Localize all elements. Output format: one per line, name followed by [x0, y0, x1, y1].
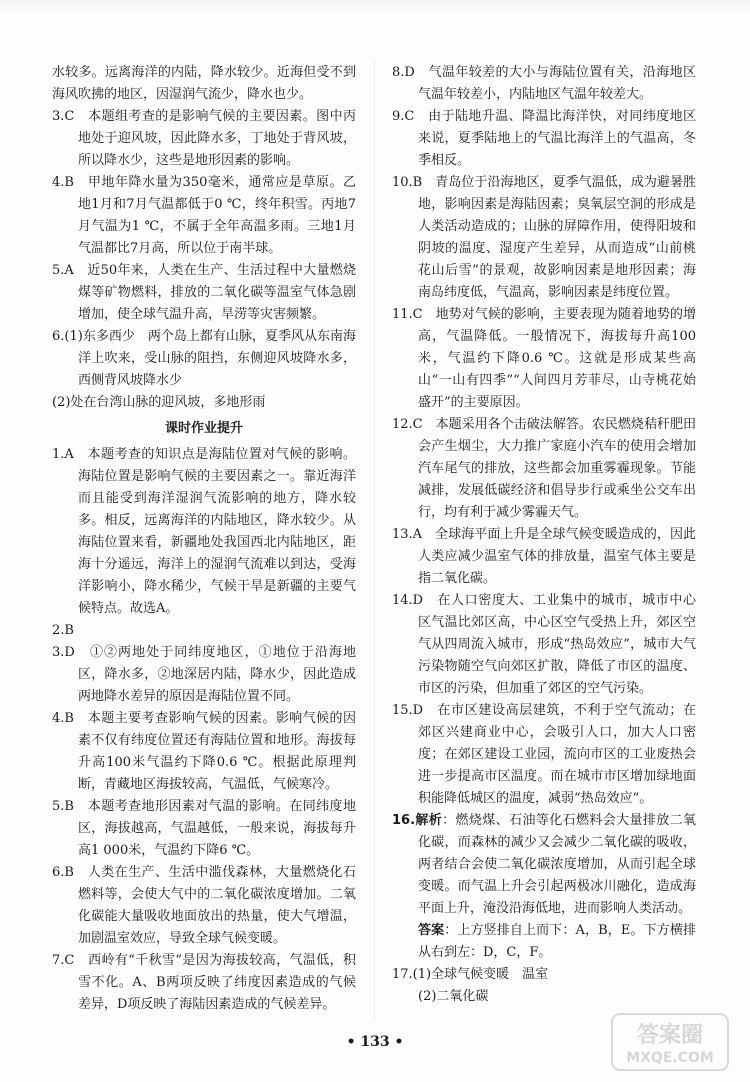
practice-answer-17-part-1: 17.(1)全球气候变暖 温室 — [392, 967, 549, 982]
answer-6-part-2: (2)处在台湾山脉的迎风坡，多地形雨 — [52, 395, 266, 410]
practice-answer-13: 13.A 全球海平面上升是全球气候变暖造成的，因此人类应减少温室气体的排放量，温室气体主要是指二氧化碳。 — [392, 527, 696, 586]
practice-answer-16-analysis — [392, 810, 696, 920]
practice-answer-6: 6.B 人类在生产、生活中滥伐森林，大量燃烧化石燃料等，会使大气中的二氧化碳浓度增加。二氧化碳能大量吸收地面放出的热量，使大气增温，加剧温室效应，导致全球气候变暖。 — [52, 865, 356, 946]
left-column — [52, 62, 356, 1016]
practice-answer-8: 8.D 气温年较差的大小与海陆位置有关，沿海地区气温年较差小，内陆地区气温年较差大。 — [392, 65, 696, 102]
answer-3: 3.C 本题组考查的是影响气候的主要因素。图中丙地处于迎风坡，因此降水多，丁地处于背风坡，所以降水少，这些是地形因素的影响。 — [52, 109, 356, 168]
practice-answer-15: 15.D 在市区建设高层建筑，不利于空气流动；在郊区兴建商业中心，会吸引人口，加大人口密度；在郊区建设工业园，流向市区的工业废热会进一步提高市区温度。而在城市市区增加绿地面积能降低城区的温度，减弱“热岛效应”。 — [392, 703, 696, 806]
practice-answer-1: 1.A 本题考查的知识点是海陆位置对气候的影响。海陆位置是影响气候的主要因素之一。靠近海洋而且能受到海洋湿润气流影响的地方，降水较多。相反，远离海洋的内陆地区，降水较少。从海陆位置来看，新疆地处我国西北内陆地区，距海十分遥远，海洋上的湿润气流难以到达，受海洋影响小，降水稀少，气候干旱是新疆的主要气候特点。故选A。 — [52, 447, 356, 616]
practice-answer-11: 11.C 地势对气候的影响，主要表现为随着地势的增高，气温降低。一般情况下，海拔每升高100米，气温约下降0.6 ℃。这就是形成某些高山“一山有四季”“人间四月芳菲尽，山寺桃花始盛开”的主要原因。 — [392, 307, 696, 410]
section-title: 课时作业提升 — [164, 421, 243, 436]
watermark-text-cn: 答案圈 — [636, 1023, 704, 1048]
page-number: • 133 • — [346, 1034, 404, 1050]
practice-answer-17-part-2: (2)二氧化碳 — [418, 989, 489, 1004]
practice-answer-12: 12.C 本题采用各个击破法解答。农民燃烧秸秆肥田会产生烟尘，大力推广家庭小汽车的使用会增加汽车尾气的排放，这些都会加重雾霾现象。节能减排，发展低碳经济和倡导步行或乘坐公交车出行，均有利于减少雾霾天气。 — [392, 417, 696, 520]
practice-answer-9: 9.C 由于陆地升温、降温比海洋快，对同纬度地区来说，夏季陆地上的气温比海洋上的气温高，冬季相反。 — [392, 109, 696, 168]
analysis-label: 16.解析 — [392, 813, 443, 828]
practice-answer-5: 5.B 本题考查地形因素对气温的影响。在同纬度地区，海拔越高，气温越低，一般来说，海拔每升高1 000米，气温约下降6 ℃。 — [52, 799, 356, 858]
answer-5: 5.A 近50年来，人类在生产、生活过程中大量燃烧煤等矿物燃料，排放的二氧化碳等温室气体急剧增加，使全球气温升高，旱涝等灾害频繁。 — [52, 263, 356, 322]
practice-answer-3: 3.D ①②两地处于同纬度地区，①地位于沿海地区，降水多，②地深居内陆，降水少，因此造成两地降水差异的原因是海陆位置不同。 — [52, 645, 356, 704]
practice-answer-2: 2.B — [52, 623, 74, 638]
practice-answer-10: 10.B 青岛位于沿海地区，夏季气温低，成为避暑胜地，影响因素是海陆因素；臭氧层空洞的形成是人类活动造成的；山脉的屏障作用，使得阳坡和阴坡的温度、湿度产生差异，从而造成“山前桃花山后雪”的景观，故影响因素是地形因素；海南岛纬度低，气温高，影响因素是纬度位置。 — [392, 175, 696, 300]
practice-answer-4: 4.B 本题主要考查影响气候的因素。影响气候的因素不仅有纬度位置还有海陆位置和地形。海拔每升高100米气温约下降0.6 ℃。根据此原理判断，青藏地区海拔较高，气温低，气候寒冷。 — [52, 711, 356, 792]
paragraph-continuation: 水较多。远离海洋的内陆，降水较少。近海但受不到海风吹拂的地区，因湿润气流少，降水也少。 — [52, 65, 356, 102]
answer-label: 答案 — [418, 923, 445, 938]
right-column — [392, 62, 696, 1008]
practice-answer-16-answer — [392, 920, 696, 964]
practice-answer-14: 14.D 在人口密度大、工业集中的城市，城市中心区气温比郊区高，中心区空气受热上升，郊区空气从四周流入城市，形成“热岛效应”，城市大气污染物随空气向郊区扩散，降低了市区的温度、市区的污染，但加重了郊区的空气污染。 — [392, 593, 696, 696]
answer-6-part-1: 6.(1)东多西少 两个岛上都有山脉，夏季风从东南海洋上吹来，受山脉的阻挡，东侧迎风坡降水多，西侧背风坡降水少 — [52, 329, 356, 388]
practice-answer-7: 7.C 西岭有“千秋雪”是因为海拔较高，气温低，积雪不化。A、B两项反映了纬度因素造成的气候差异，D项反映了海陆因素造成的气候差异。 — [52, 953, 356, 1012]
watermark-logo-icon — [610, 1012, 730, 1072]
analysis-text: ：燃烧煤、石油等化石燃料会大量排放二氧化碳，而森林的减少又会减少二氧化碳的吸收，两者结合会使二氧化碳浓度增加，从而引起全球变暖。而气温上升会引起两极冰川融化，造成海平面上升，淹没沿海低地，进而影响人类活动。 — [418, 813, 696, 916]
answer-text: ：上方竖排自上而下：A，B，E。下方横排从右到左：D，C，F。 — [418, 923, 696, 960]
watermark-text-url: MXQE.COM — [626, 1050, 714, 1066]
column-divider — [374, 60, 375, 1020]
site-watermark — [610, 1012, 730, 1072]
top-scan-shadow — [0, 0, 750, 18]
answer-4: 4.B 甲地年降水量为350毫米，通常应是草原。乙地1月和7月气温都低于0 ℃，终年积雪。丙地7月气温为1 ℃，不属于全年高温多雨。三地1月气温都比7月高，所以位于南半球。 — [52, 175, 356, 256]
